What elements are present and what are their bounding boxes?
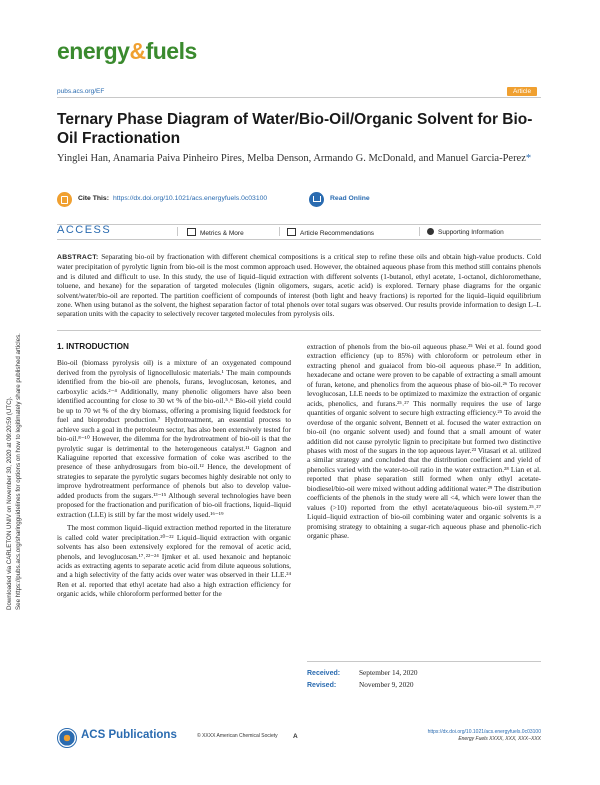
divider <box>419 227 420 236</box>
metrics-link[interactable] <box>187 228 244 237</box>
abstract <box>57 252 541 319</box>
footer-doi-link[interactable]: https://dx.doi.org/10.1021/acs.energyfuels.0c03100 <box>427 729 541 735</box>
author-list <box>57 152 537 166</box>
bar-chart-icon <box>187 228 196 236</box>
article-dates <box>307 661 541 691</box>
acs-logo-icon[interactable] <box>57 728 77 748</box>
page-number: A <box>293 733 298 740</box>
journal-url-link[interactable]: pubs.acs.org/EF <box>57 88 105 95</box>
abstract-text: Separating bio-oil by fractionation with different chemical compositions is a critical step to refine these oils and obtain high-value products. Cold water precipitation of pyrolytic lignin from bio-oil is the most common approach used. However, the obtained aqueous phase from this method still contains phenols and is diluted and difficult to use. In this study, the use of liquid–liquid extraction with different solvents (1-butanol, ethyl acetate, 1-octanol, dichloromethane, toluene, and hexane) for the separation of targeted molecules (lignin oligomers, sugars, acetic acid) is explored. Ternary phase diagrams for the organic solvent/water/bio-oil are reported. The partition coefficient of compounds of interest (both light and heavy fractions) is reported for the liquid–liquid equilibrium zone. When using butanol as the solvent, the highest separation factor of total phenols over total sugars was observed. Our results provide information to design L–L separation units with the capacity to selectively recover targeted molecules from pyrolysis oils. <box>57 252 541 319</box>
body-column-left <box>57 342 291 599</box>
paragraph: extraction of phenols from the bio-oil aqueous phase.²⁵ Wei et al. found good extraction efficiency (up to 85%) with chloroform or petroleum ether in extracting phenol and guaiacol from bio-oil aqueous phase.²² In addition, hexadecane and octane were proven to be capable of extracting a small amount of furan, ketone, and phenolics from the aqueous phase of bio-oil.²⁶ To recover levoglucosan, LLE needs to be optimized to maximize the extraction of organic acids, phenolics, and furans.²⁵˒²⁷ This normally requires the use of large quantities of organic solvent to secure high extracting efficiency.²⁵ To avoid the overdose of the organic solvent, Bennett et al. focused the water extraction on bio-oil (no organic solvent used) and found that a small amount of water addition did not cause pyrolytic lignin to precipitate but formed two distinctive phases with most of the sugars in the top aqueous layer.²³ Vitasari et al. utilized a similar strategy and concluded that the distribution coefficient and yield of phenolics varied with the water-to-oil ratio in the water extraction.²⁸ Lian et al. reported that phase separation still formed when only ethyl acetate-biodiesel/bio-oil were mixed without adding additional water.²⁹ The distribution coefficients of the phenols in the study were all <4, which were lower than the values (>10) reported from the ethyl acetate/aqueous bio-oil system.²⁵˒²⁷ Liquid–liquid extraction of bio-oil combining water and organic solvents is a promising strategy to obtaining a sugar-rich aqueous phase and phenolic-rich organic phase. <box>307 342 541 541</box>
read-online-icon[interactable] <box>309 192 324 207</box>
corresponding-author-mark[interactable]: * <box>525 153 532 164</box>
paragraph: Bio-oil (biomass pyrolysis oil) is a mixture of an oxygenated compound derived from the pyrolysis of lignocellulosic materials.¹ The main compounds identified from the bio-oil are phenols, furans, levoglucosan, ketones, and carboxylic acids.²⁻⁴ Additionally, many phenolic oligomers have also been identified accounting for close to 30 wt % of the bio-oil.⁵˒⁶ Bio-oil yield could be up to 70 wt % of the dry biomass, offering a promising liquid feedstock for fuel and bioproduct production.⁷ Hydrotreatment, an essential process to achieve such a goal in the petroleum sector, has also been extensively tested for bio-oil.⁸⁻¹⁰ However, the dilemma for the hydrotreatment of bio-oil is that the pyrolytic sugar is detrimental to the heterogeneous catalyst.¹¹ Gagnon and Kaliaguine reported that excessive formation of coke was ascribed to the presence of these anhydrosugars from bio-oil.¹² Hence, the development of strategies to separate the pyrolytic sugars becomes highly desirable not only to improve hydrotreatment performance of phenols but also to develop value-added products from the sugars.¹³⁻¹⁵ Although several technologies have been proposed for the fractionation and purification of bio-oil fractions, liquid–liquid extraction (LLE) is still by far the most widely used.¹⁶⁻¹⁹ <box>57 358 291 519</box>
document-icon <box>287 228 296 236</box>
read-online-link[interactable]: Read Online <box>330 195 370 202</box>
cite-label: Cite This: <box>78 195 109 202</box>
revised-date: November 9, 2020 <box>359 680 414 689</box>
abstract-divider <box>57 330 541 331</box>
publisher-name[interactable]: ACS Publications <box>81 729 177 741</box>
journal-name-part2: fuels <box>145 38 197 64</box>
journal-logo[interactable] <box>57 38 197 65</box>
access-label: ACCESS <box>57 224 112 236</box>
abstract-label: ABSTRACT: <box>57 254 99 261</box>
doi-link[interactable]: https://dx.doi.org/10.1021/acs.energyfuels.0c03100 <box>113 195 268 202</box>
article-title: Ternary Phase Diagram of Water/Bio-Oil/Organic Solvent for Bio-Oil Fractionation <box>57 111 533 147</box>
cite-icon[interactable] <box>57 192 72 207</box>
metrics-label: Metrics & More <box>200 230 244 237</box>
received-label: Received: <box>307 670 341 677</box>
divider <box>177 227 178 236</box>
section-heading: 1. INTRODUCTION <box>57 342 129 351</box>
recommendations-label: Article Recommendations <box>300 230 375 237</box>
supporting-info-link[interactable] <box>427 228 504 236</box>
supporting-info-label: Supporting Information <box>438 229 504 236</box>
divider <box>279 227 280 236</box>
page-footer <box>57 726 541 762</box>
copyright-notice: © XXXX American Chemical Society <box>197 733 278 739</box>
watermark-line-1: Downloaded via CARLETON UNIV on November 30, 2020 at 09:20:59 (UTC). <box>6 396 13 610</box>
header-divider <box>57 97 541 98</box>
journal-name-part1: energy <box>57 38 130 64</box>
footer-citation <box>428 729 541 743</box>
paragraph: The most common liquid–liquid extraction method reported in the literature is called cold water precipitation.²⁰⁻²² Liquid–liquid extraction with organic solvents has also been extensively explored for the removal of acetic acid, phenols, and levoglucosan.¹⁷˒²²⁻²⁴ Ijmker et al. used hexanoic and heptanoic acids as extracting agents to separate acetic acid from dilute aqueous solutions, and a high selectivity of the fatty acids over water was observed in their LLE.²⁴ Ren et al. reported that ethyl acetate had also a high extraction efficiency for organic acids, while chloroform performed better for the <box>57 523 291 599</box>
footer-journal-citation: Energy Fuels XXXX, XXX, XXX−XXX <box>458 736 541 742</box>
access-bar <box>57 224 541 240</box>
body-column-right <box>307 342 541 541</box>
revised-label: Revised: <box>307 682 337 689</box>
recommendations-link[interactable] <box>287 228 374 237</box>
received-date: September 14, 2020 <box>359 668 418 677</box>
revised-date-row <box>307 679 541 691</box>
journal-ampersand: & <box>129 38 146 64</box>
article-type-badge: Article <box>507 87 537 96</box>
download-watermark <box>4 235 26 610</box>
received-date-row <box>307 667 541 679</box>
watermark-line-2: See https://pubs.acs.org/sharingguidelines for options on how to legitimately share published articles. <box>15 333 22 610</box>
info-icon <box>427 228 434 235</box>
author-names: Yinglei Han, Anamaria Paiva Pinheiro Pires, Melba Denson, Armando G. McDonald, and Manuel Garcia-Perez <box>57 153 526 164</box>
